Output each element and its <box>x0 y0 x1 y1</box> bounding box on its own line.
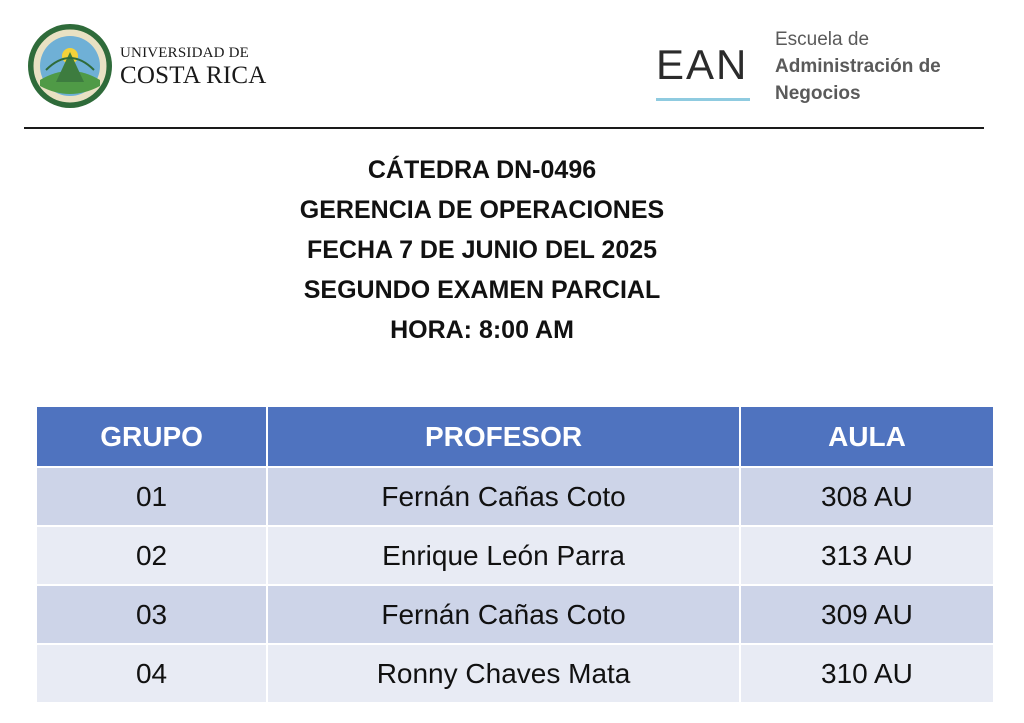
table-header-row <box>36 406 994 467</box>
cell-aula: 313 AU <box>740 526 994 585</box>
table-row <box>36 585 994 644</box>
cell-grupo: 02 <box>36 526 267 585</box>
cell-aula: 309 AU <box>740 585 994 644</box>
ean-line2: Administración de <box>775 56 941 77</box>
title-course: CÁTEDRA DN-0496 <box>367 156 597 184</box>
page-header <box>0 0 1024 130</box>
table-row <box>36 467 994 526</box>
title-date: FECHA 7 DE JUNIO DEL 2025 <box>306 236 658 264</box>
cell-profesor: Fernán Cañas Coto <box>267 467 740 526</box>
ean-line3: Negocios <box>775 83 861 104</box>
column-header-aula: AULA <box>740 406 994 467</box>
ean-acronym: EAN <box>656 41 749 88</box>
ean-underline <box>656 98 750 101</box>
table-row <box>36 644 994 703</box>
cell-profesor: Enrique León Parra <box>267 526 740 585</box>
university-seal-icon <box>26 22 114 110</box>
ucr-wordmark <box>120 46 267 88</box>
title-exam: SEGUNDO EXAMEN PARCIAL <box>303 276 661 304</box>
column-header-profesor: PROFESOR <box>267 406 740 467</box>
ucr-line1: UNIVERSIDAD DE <box>120 45 250 61</box>
title-subject: GERENCIA DE OPERACIONES <box>299 196 665 224</box>
table-row <box>36 526 994 585</box>
schedule-table <box>35 405 995 704</box>
header-divider <box>24 127 984 129</box>
ucr-line2: COSTA RICA <box>120 62 267 89</box>
ean-line1: Escuela de <box>775 29 870 50</box>
cell-grupo: 04 <box>36 644 267 703</box>
cell-grupo: 01 <box>36 467 267 526</box>
title-time: HORA: 8:00 AM <box>390 316 574 344</box>
cell-aula: 308 AU <box>740 467 994 526</box>
cell-aula: 310 AU <box>740 644 994 703</box>
cell-grupo: 03 <box>36 585 267 644</box>
column-header-grupo: GRUPO <box>36 406 267 467</box>
exam-title-block <box>0 150 964 350</box>
cell-profesor: Ronny Chaves Mata <box>267 644 740 703</box>
cell-profesor: Fernán Cañas Coto <box>267 585 740 644</box>
ean-name <box>775 26 941 107</box>
